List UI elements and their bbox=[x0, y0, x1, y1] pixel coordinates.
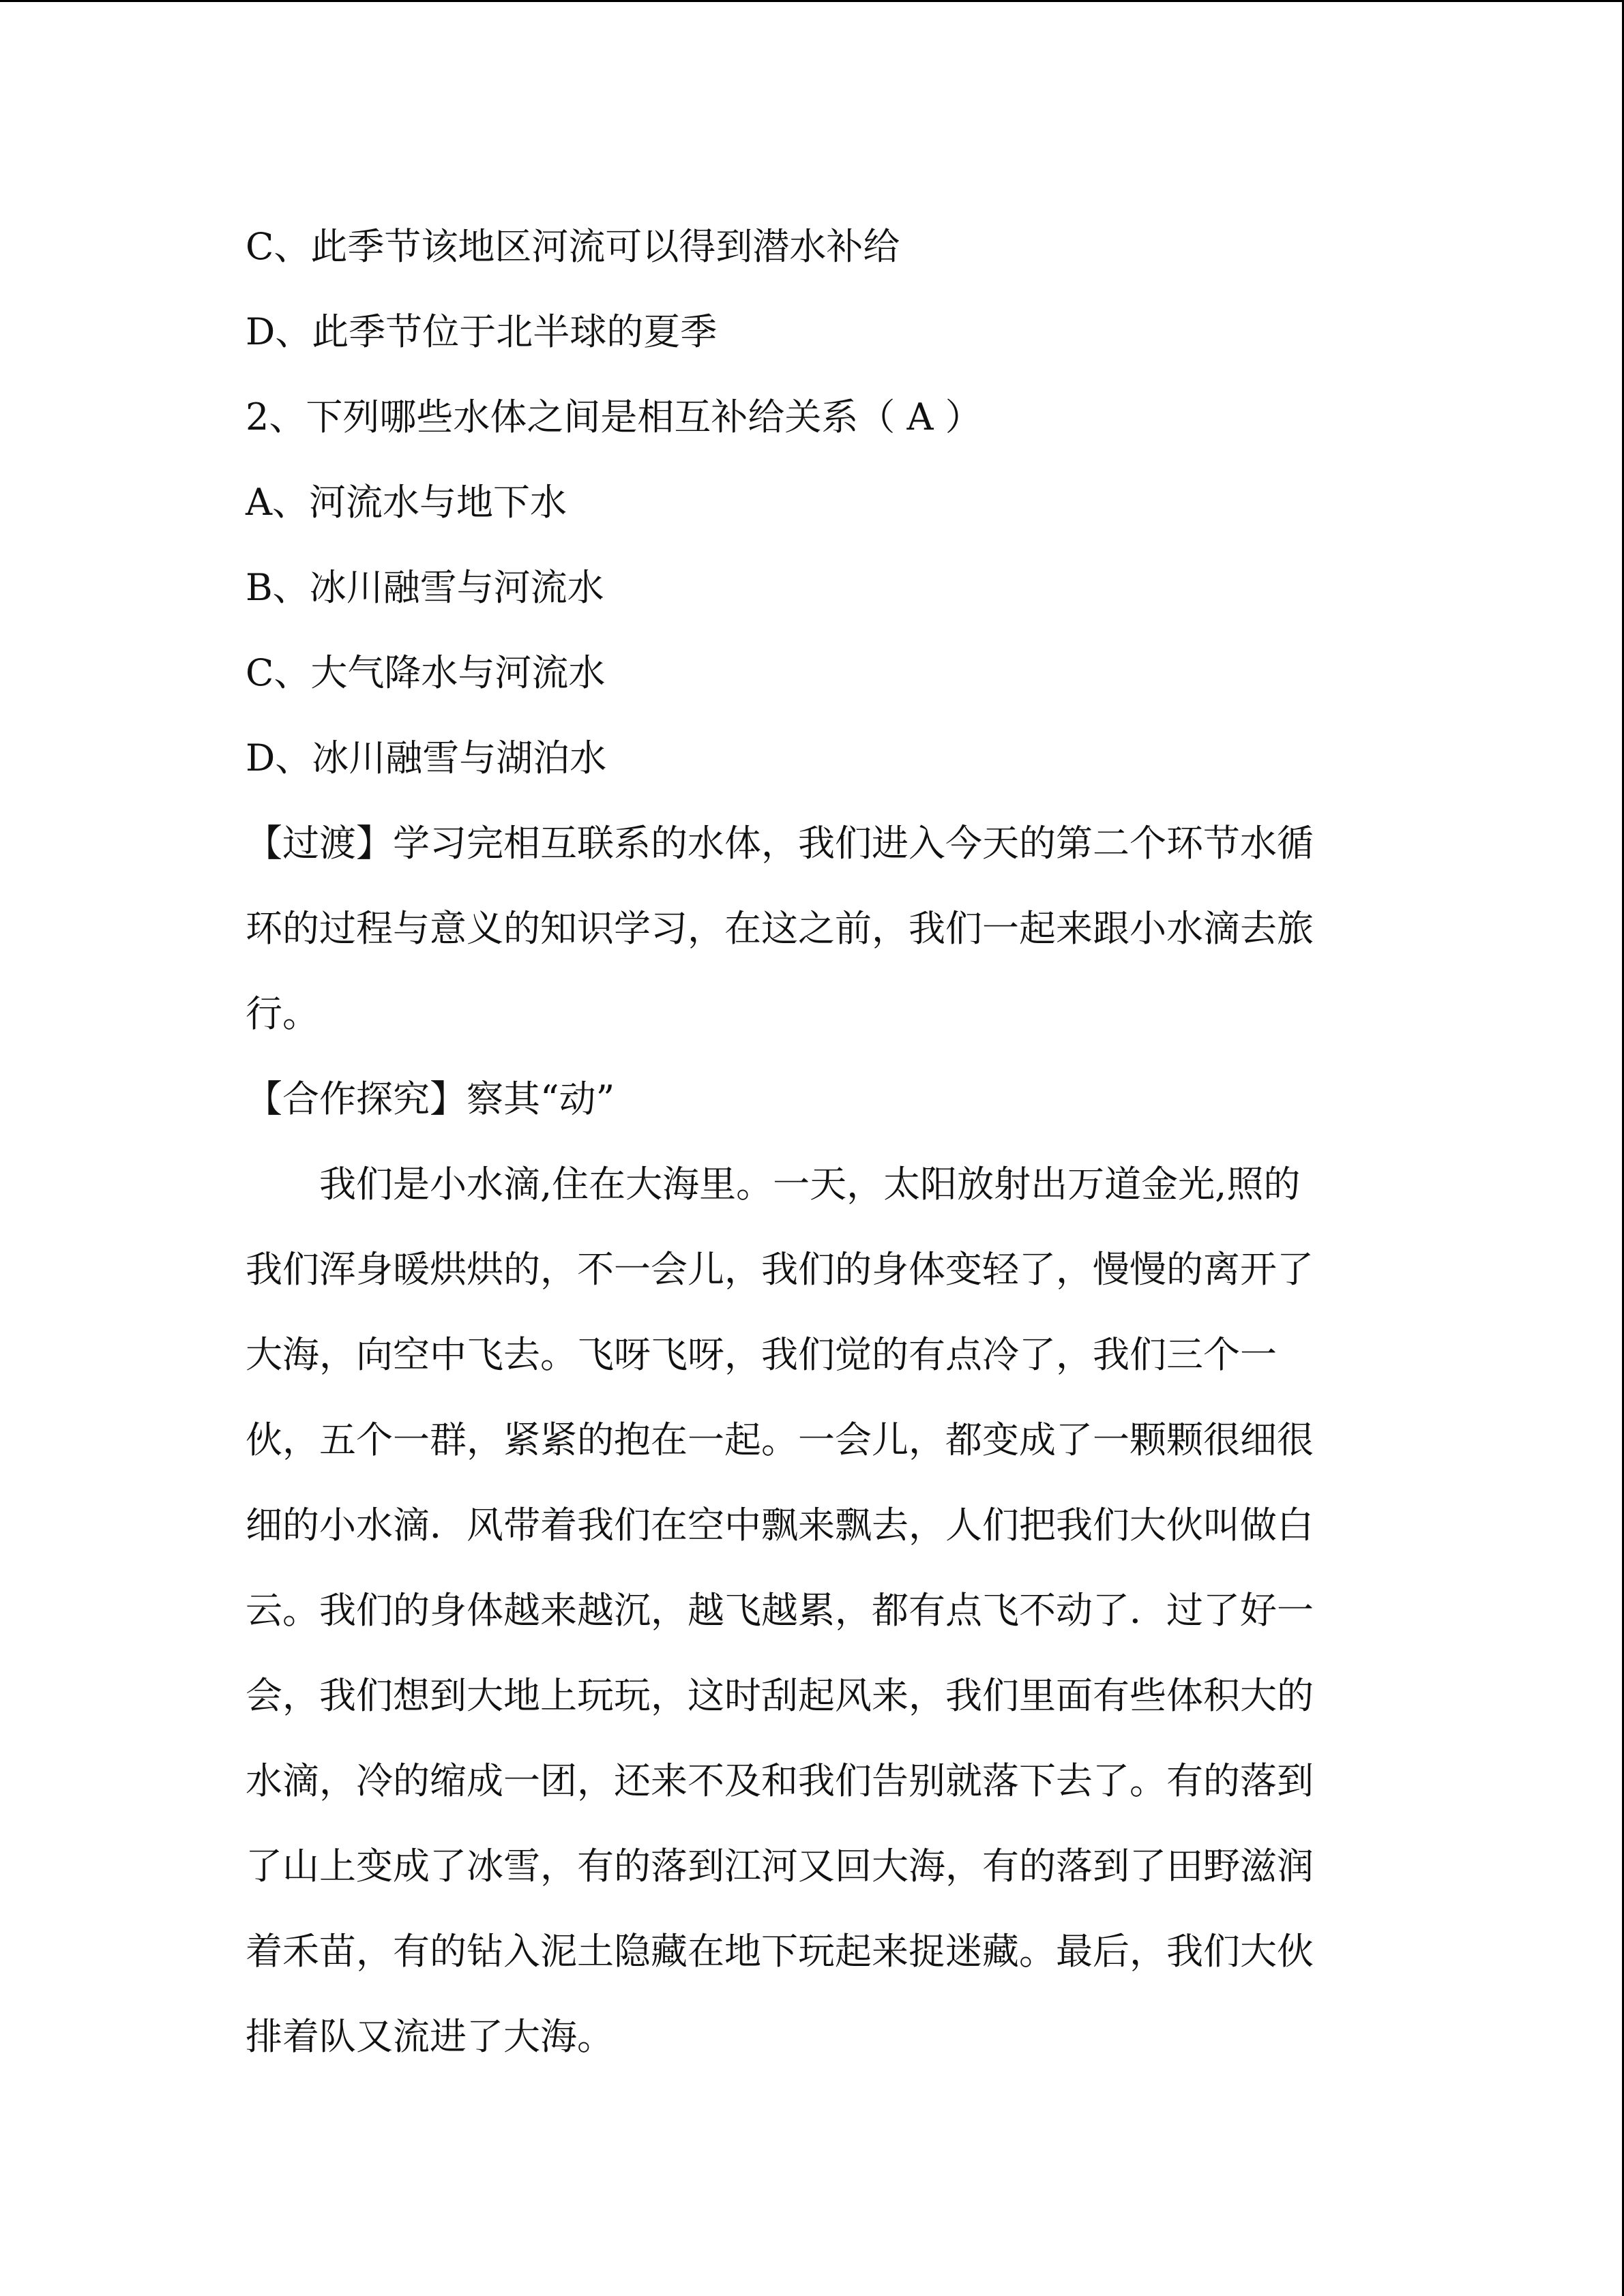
q1-option-d: D、此季节位于北半球的夏季 bbox=[246, 310, 718, 353]
story-line-8: 水滴，冷的缩成一团，还来不及和我们告别就落下去了。有的落到 bbox=[246, 1759, 1314, 1802]
transition-line-2: 环的过程与意义的知识学习，在这之前，我们一起来跟小水滴去旅 bbox=[246, 907, 1314, 950]
inquiry-heading: 【合作探究】察其“动” bbox=[246, 1077, 615, 1120]
story-line-7: 会，我们想到大地上玩玩，这时刮起风来，我们里面有些体积大的 bbox=[246, 1674, 1314, 1717]
story-line-6: 云。我们的身体越来越沉，越飞越累，都有点飞不动了．过了好一 bbox=[246, 1589, 1314, 1632]
story-line-11: 排着队又流进了大海。 bbox=[246, 2015, 614, 2058]
story-line-3: 大海，向空中飞去。飞呀飞呀，我们觉的有点冷了，我们三个一 bbox=[246, 1333, 1277, 1376]
q1-option-c: C、此季节该地区河流可以得到潜水补给 bbox=[246, 225, 900, 268]
question-2-stem: 2、下列哪些水体之间是相互补给关系（ A ） bbox=[246, 396, 982, 438]
transition-line-1: 【过渡】学习完相互联系的水体，我们进入今天的第二个环节水循 bbox=[246, 822, 1314, 865]
q2-option-b: B、冰川融雪与河流水 bbox=[246, 566, 604, 609]
q2-option-d: D、冰川融雪与湖泊水 bbox=[246, 736, 607, 779]
q2-option-c: C、大气降水与河流水 bbox=[246, 651, 606, 694]
q2-option-a: A、河流水与地下水 bbox=[246, 481, 567, 524]
story-line-5: 细的小水滴．风带着我们在空中飘来飘去，人们把我们大伙叫做白 bbox=[246, 1504, 1314, 1547]
story-line-4: 伙，五个一群，紧紧的抱在一起。一会儿，都变成了一颗颗很细很 bbox=[246, 1418, 1314, 1461]
story-line-10: 着禾苗，有的钻入泥土隐藏在地下玩起来捉迷藏。最后，我们大伙 bbox=[246, 1930, 1314, 1973]
document-body bbox=[246, 204, 1364, 2079]
story-line-1: 我们是小水滴,住在大海里。一天，太阳放射出万道金光,照的 bbox=[319, 1163, 1301, 1206]
story-line-9: 了山上变成了冰雪，有的落到江河又回大海，有的落到了田野滋润 bbox=[246, 1845, 1314, 1888]
story-line-2: 我们浑身暖烘烘的，不一会儿，我们的身体变轻了，慢慢的离开了 bbox=[246, 1248, 1314, 1291]
transition-line-3: 行。 bbox=[246, 992, 319, 1035]
